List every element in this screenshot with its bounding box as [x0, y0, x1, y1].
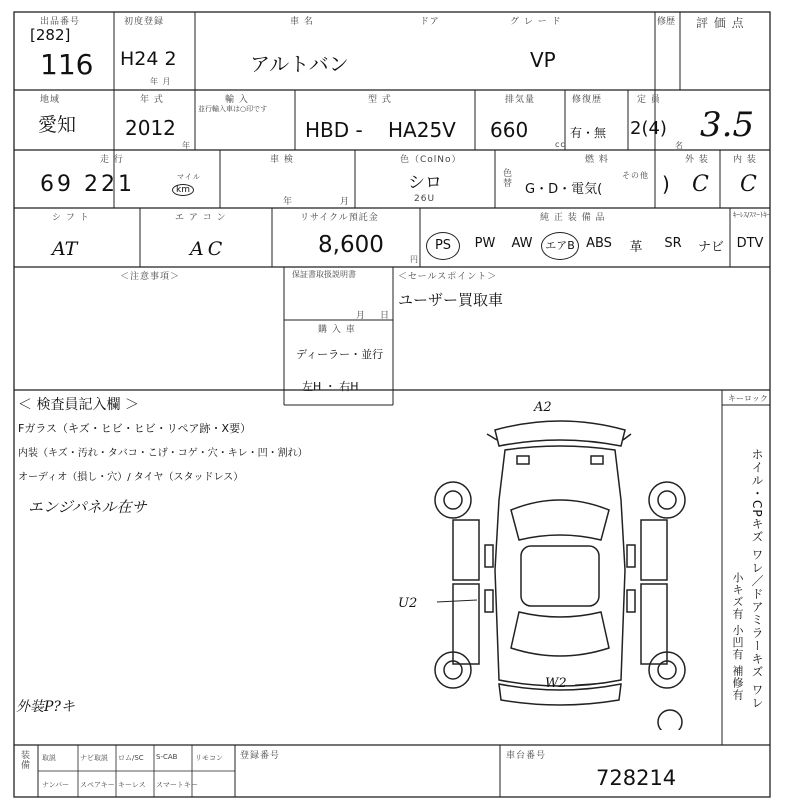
shaken-year: 年	[283, 197, 294, 207]
aircon-label: エ ア コ ン	[175, 213, 227, 223]
grade: VP	[530, 48, 556, 72]
color: シロ	[408, 173, 442, 193]
footer-item-keyless: キーレス	[118, 781, 146, 789]
evaluation-score: 3.5	[700, 105, 755, 145]
import-label: 輸 入	[225, 95, 249, 105]
sales-point-label: ＜セールスポイント＞	[398, 272, 498, 282]
footer-item-remote: リモコン	[195, 754, 223, 762]
repair-label: 修歴	[657, 17, 676, 27]
aircon: AC	[190, 238, 227, 260]
caution-label: ＜注意事項＞	[120, 272, 181, 282]
audio-tire-line: オーディオ（損し・穴）/ タイヤ（スタッドレス）	[18, 472, 244, 483]
equipment-ps: PS	[426, 232, 460, 260]
color-label: 色（ColNo）	[400, 155, 462, 165]
equipment-pw: PW	[474, 236, 496, 251]
equipment-abs: ABS	[586, 236, 612, 251]
interior-line: 内装（キズ・汚れ・タバコ・こげ・コゲ・穴・キレ・凹・割れ）	[18, 448, 308, 459]
history-label: 修復歴	[572, 95, 603, 105]
car-damage-diagram	[425, 400, 725, 730]
year-unit: 年	[182, 141, 191, 150]
other-color-label: 色替	[501, 168, 511, 188]
recycle-fee: 8,600	[318, 232, 384, 258]
mileage: 69 221	[40, 172, 135, 197]
exhibit-number: 116	[40, 48, 94, 81]
shift-label: シ フ ト	[52, 213, 90, 223]
exhibit-no-label: 出品番号	[40, 17, 81, 27]
footer-item-spare-key: スペアキー	[80, 781, 115, 789]
fuel-close-paren: )	[662, 172, 670, 196]
footer-item-smart-key: スマートキー	[156, 781, 198, 789]
cc-unit: cc	[555, 140, 566, 149]
wheel-mirror-legend: ホイル・CPキズ ワレ／ドアミラーキズ ワレ	[750, 448, 764, 710]
equipment-sr: SR	[664, 236, 682, 251]
purchase-label: 購 入 車	[318, 325, 356, 335]
shaken-label: 車 検	[270, 155, 294, 165]
car-name: アルトバン	[250, 52, 349, 76]
footer-item-navi-manual: ナビ取説	[80, 754, 108, 762]
warranty-label: 保証書取扱説明書	[292, 270, 356, 279]
chassis-label: 車台番号	[506, 751, 547, 761]
warranty-day: 日	[380, 311, 391, 321]
import-note: 並行輸入車は○印です	[198, 105, 268, 113]
shift: AT	[52, 238, 78, 260]
inspection-title: ＜ 検査員記入欄 ＞	[18, 397, 139, 413]
damage-mark-w2: W2	[545, 676, 567, 691]
mile-label: マイル	[177, 173, 201, 181]
recycle-unit: 円	[410, 255, 419, 264]
damage-mark-u2: U2	[398, 596, 418, 611]
footer-item-number: ナンバー	[42, 781, 70, 789]
windshield-line: Fガラス（キズ・ヒビ・ヒビ・リペア跡・X要）	[18, 422, 252, 435]
mileage-label: 走 行	[100, 155, 124, 165]
footer-item-manual: 取説	[42, 754, 56, 762]
exterior-grade: C	[692, 172, 709, 197]
grade-label: グ レ ー ド	[510, 17, 562, 27]
equipment-dtv: DTV	[736, 236, 764, 251]
exterior-note: 外装P?キ	[16, 699, 75, 715]
capacity: 2(4)	[630, 118, 667, 139]
fuel-options: G・D・電気(	[525, 182, 603, 197]
fuel-label: 燃 料	[585, 155, 609, 165]
equipment-label: 純 正 装 備 品	[540, 213, 606, 223]
footer-item-scab: S-CAB	[156, 753, 178, 761]
interior-label: 内 装	[733, 155, 757, 165]
first-registration: H24 2	[120, 48, 177, 70]
model-prefix: HBD -	[305, 118, 363, 142]
equipment-navi: ナビ	[697, 240, 724, 255]
steering: 左H ・ 右H	[302, 380, 359, 393]
keyless-label: ｷｰﾚｽ/ｽﾏｰﾄｷｰ	[733, 211, 771, 219]
capacity-label: 定 員	[637, 95, 661, 105]
reg-number-label: 登録番号	[240, 751, 281, 761]
interior-grade: C	[740, 172, 757, 197]
car-name-label: 車 名	[290, 17, 314, 27]
equipment-airbag: エアB	[541, 232, 579, 260]
footer-items-label: 装備	[19, 750, 29, 770]
capacity-unit: 名	[675, 141, 684, 150]
equipment-leather: 革	[629, 240, 643, 255]
history-value: 有・無	[570, 126, 607, 140]
mileage-unit: km	[172, 184, 194, 196]
model-label: 型 式	[368, 95, 392, 105]
equipment-aw: AW	[511, 236, 533, 251]
purchase-value: ディーラー・並行	[296, 348, 384, 361]
footer-item-rom: ロム/SC	[118, 754, 144, 762]
lane-number: [282]	[30, 26, 71, 44]
region-label: 地域	[40, 95, 61, 105]
region: 愛知	[38, 114, 77, 136]
damage-legend: 小キズ有 小凹有 補修有	[731, 572, 744, 701]
sales-point: ユーザー買取車	[398, 291, 504, 309]
shaken-month: 月	[340, 197, 351, 207]
displacement-label: 排気量	[505, 95, 536, 105]
damage-mark-a2: A2	[534, 400, 552, 415]
fuel-other: その他	[622, 171, 649, 180]
model-code: HA25V	[388, 118, 456, 142]
first-reg-label: 初度登録	[124, 17, 165, 27]
keylock-label: キーロック	[728, 394, 768, 403]
chassis-number: 728214	[596, 766, 677, 790]
warranty-month: 月	[356, 311, 367, 321]
exterior-label: 外 装	[685, 155, 709, 165]
model-year: 2012	[125, 116, 176, 140]
year-month-unit: 年 月	[150, 77, 172, 86]
door-label: ドア	[420, 17, 440, 27]
displacement: 660	[490, 118, 529, 142]
inspector-note: エンジパネル在サ	[28, 498, 147, 516]
recycle-label: リサイクル預託金	[300, 213, 379, 223]
score-label: 評 価 点	[696, 16, 745, 30]
color-code: 26U	[414, 194, 436, 204]
year-label: 年 式	[140, 95, 164, 105]
